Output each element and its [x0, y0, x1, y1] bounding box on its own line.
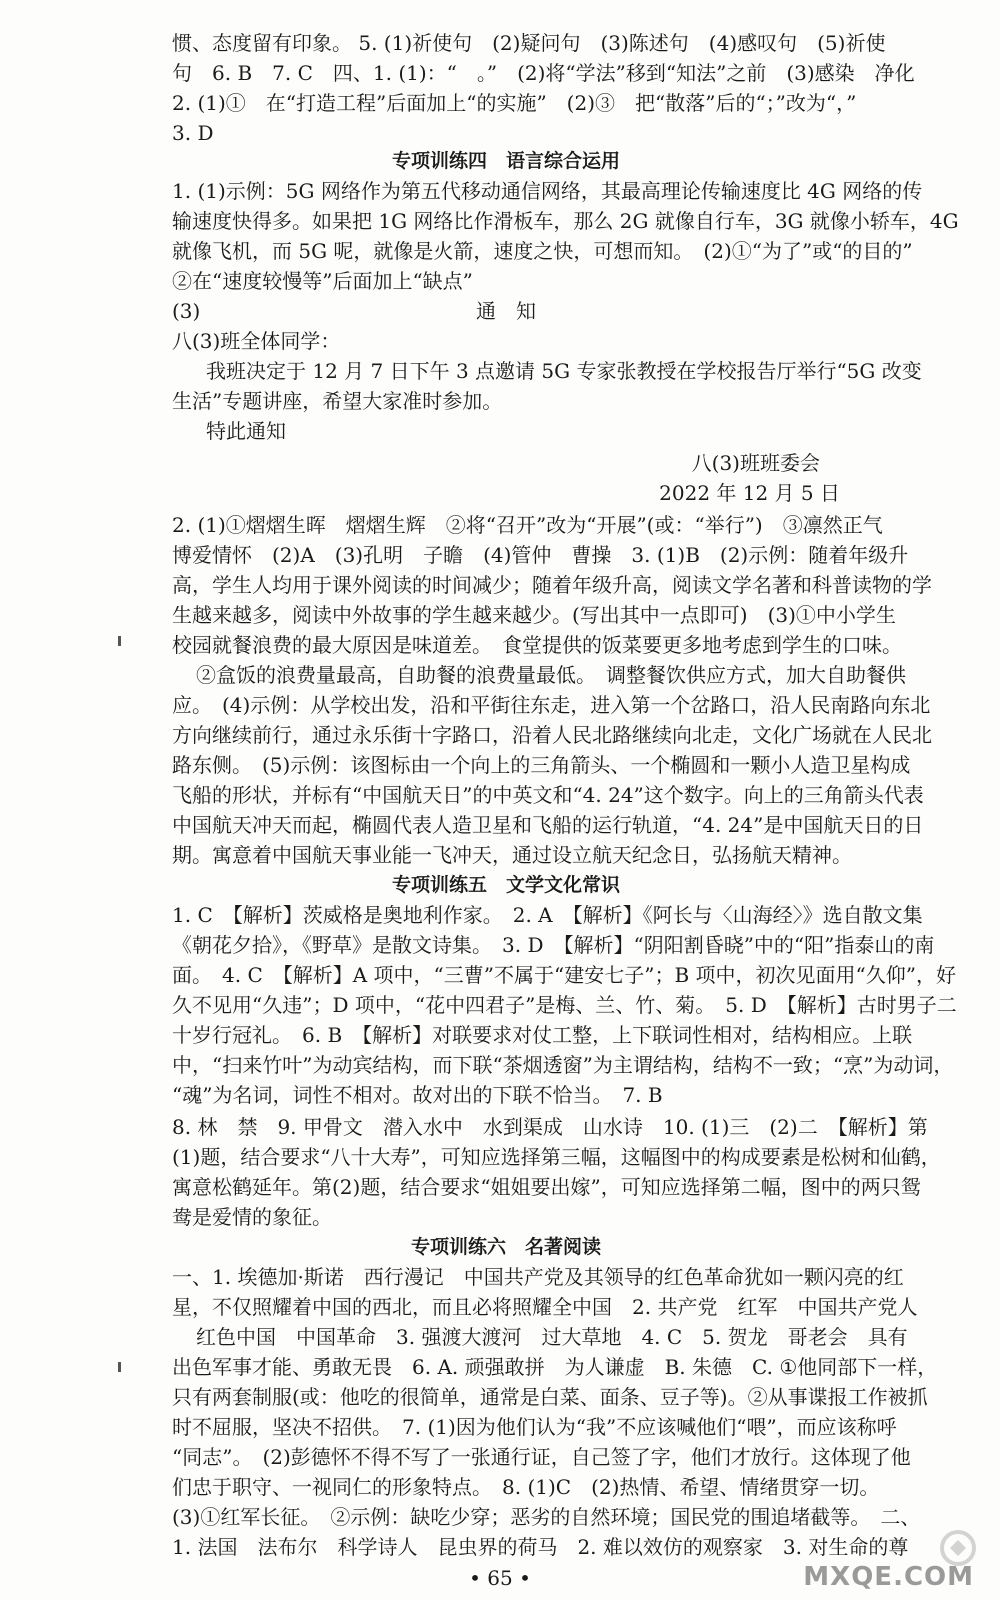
- text-line: 寓意松鹤延年。第(2)题，结合要求“姐姐要出嫁”，可知应选择第二幅，图中的两只鸳: [172, 1175, 921, 1199]
- text-line: 星，不仅照耀着中国的西北，而且必将照耀全中国 2. 共产党 红军 中国共产党人: [172, 1295, 918, 1319]
- margin-mark: [118, 636, 121, 646]
- text-line: ②盒饭的浪费量最高，自助餐的浪费量最低。 调整餐饮供应方式，加大自助餐供: [196, 663, 906, 687]
- text-line: 久不见用“久违”；D 项中，“花中四君子”是梅、兰、竹、菊。 5. D 【解析】古时男子二: [172, 993, 957, 1017]
- text-line: “同志”。 (2)彭德怀不得不写了一张通行证，自己签了字，他们才放行。这体现了他: [172, 1445, 911, 1469]
- text-line: 校园就餐浪费的最大原因是味道差。 食堂提供的饭菜要更多地考虑到学生的口味。: [172, 633, 902, 657]
- text-line: 只有两套制服(或：他吃的很简单，通常是白菜、面条、豆子等)。②从事谍报工作被抓: [172, 1385, 928, 1409]
- notice-date: 2022 年 12 月 5 日: [659, 481, 840, 505]
- text-line: “魂”为名词，词性不相对。故对出的下联不恰当。 7. B: [172, 1083, 663, 1107]
- text-line: 时不屈服，坚决不招供。 7. (1)因为他们认为“我”不应该喊他们“喂”，而应该称呼: [172, 1415, 897, 1439]
- text-line: ②在“速度较慢等”后面加上“缺点”: [172, 269, 473, 293]
- text-line: 飞船的形状，并标有“中国航天日”的中英文和“4. 24”这个数字。向上的三角箭头代表: [172, 783, 924, 807]
- text-line: (3)①红军长征。 ②示例：缺吃少穿；恶劣的自然环境；国民党的围追堵截等。 二、: [172, 1505, 921, 1529]
- text-line: 期。寓意着中国航天事业能一飞冲天，通过设立航天纪念日，弘扬航天精神。: [172, 843, 852, 867]
- notice-body: 我班决定于 12 月 7 日下午 3 点邀请 5G 专家张教授在学校报告厅举行“5G 改变: [206, 359, 922, 383]
- text-line: 生越来越多，阅读中外故事的学生越来越少。(写出其中一点即可) (3)①中小学生: [172, 603, 896, 627]
- text-line: 8. 林 禁 9. 甲骨文 潜入水中 水到渠成 山水诗 10. (1)三 (2)二 【解析】第: [172, 1115, 928, 1139]
- notice-salutation: 八(3)班全体同学：: [172, 329, 341, 353]
- text-line: 输速度快得多。如果把 1G 网络比作滑板车，那么 2G 就像自行车，3G 就像小轿车，4G: [172, 209, 959, 233]
- page-number: • 65 •: [469, 1566, 531, 1590]
- text-line: 1. C 【解析】茨威格是奥地利作家。 2. A 【解析】《阿长与〈山海经〉》选自散文集: [172, 903, 923, 927]
- notice-body: 生活”专题讲座，希望大家准时参加。: [172, 389, 503, 413]
- text-line: 应。 (4)示例：从学校出发，沿和平街往东走，进入第一个岔路口，沿人民南路向东北: [172, 693, 931, 717]
- text-line: 2. (1)① 在“打造工程”后面加上“的实施” (2)③ 把“散落”后的“；”改为“，”: [172, 91, 857, 115]
- text-line: 红色中国 中国革命 3. 强渡大渡河 过大草地 4. C 5. 贺龙 哥老会 具有: [196, 1325, 908, 1349]
- text-line: 句 6. B 7. C 四、1. (1)：“ 。” (2)将“学法”移到“知法”之前 (3)感染 净化: [172, 61, 915, 85]
- text-line: 惯、态度留有印象。 5. (1)祈使句 (2)疑问句 (3)陈述句 (4)感叹句 (5)祈使: [172, 31, 886, 55]
- text-line: 高，学生人均用于课外阅读的时间减少；随着年级升高，阅读文学名著和科普读物的学: [172, 573, 932, 597]
- text-line: 方向继续前行，通过永乐街十字路口，沿着人民北路继续向北走，文化广场就在人民北: [172, 723, 932, 747]
- text-line: 2. (1)①熠熠生晖 熠熠生辉 ②将“召开”改为“开展”(或：“举行”) ③凛然正气: [172, 513, 883, 537]
- section-heading: 专项训练六 名著阅读: [410, 1236, 601, 1258]
- text-line: 一、1. 埃德加·斯诺 西行漫记 中国共产党及其领导的红色革命犹如一颗闪亮的红: [172, 1265, 904, 1289]
- section-heading: 专项训练四 语言综合运用: [391, 150, 620, 172]
- text-line: 出色军事才能、勇敢无畏 6. A. 顽强敢拼 为人谦虚 B. 朱德 C. ①他同部下一样，: [172, 1355, 938, 1379]
- section-heading: 专项训练五 文学文化常识: [391, 874, 620, 896]
- text-line: 们忠于职守、一视同仁的形象特点。 8. (1)C (2)热情、希望、情绪贯穿一切。: [172, 1475, 880, 1499]
- notice-signature: 八(3)班班委会: [691, 451, 820, 475]
- text-line: (3): [172, 299, 201, 323]
- text-line: 就像飞机，而 5G 呢，就像是火箭，速度之快，可想而知。 (2)①“为了”或“的目的”: [172, 239, 913, 263]
- text-line: 《朝花夕拾》，《野草》是散文诗集。 3. D 【解析】“阴阳割昏晓”中的“阳”指泰山的南: [172, 933, 935, 957]
- margin-mark: [118, 1362, 121, 1372]
- text-line: 面。 4. C 【解析】A 项中，“三曹”不属于“建安七子”；B 项中，初次见面用“久仰”，好: [172, 963, 956, 987]
- watermark-text: MXQE.COM: [803, 1562, 974, 1592]
- text-line: (1)题，结合要求“八十大寿”，可知应选择第三幅，这幅图中的构成要素是松树和仙鹤，: [172, 1145, 941, 1169]
- text-line: 路东侧。 (5)示例：该图标由一个向上的三角箭头、一个椭圆和一颗小人造卫星构成: [172, 753, 911, 777]
- text-line: 中，“扫来竹叶”为动宾结构，而下联“茶烟透窗”为主谓结构，结构不一致；“烹”为动词，: [172, 1053, 954, 1077]
- notice-closing: 特此通知: [206, 419, 286, 443]
- text-line: 1. (1)示例：5G 网络作为第五代移动通信网络，其最高理论传输速度比 4G 网络的传: [172, 179, 923, 203]
- text-line: 中国航天冲天而起，椭圆代表人造卫星和飞船的运行轨道，“4. 24”是中国航天日的日: [172, 813, 924, 837]
- notice-title: 通 知: [476, 299, 536, 323]
- text-line: 3. D: [172, 121, 214, 145]
- text-line: 博爱情怀 (2)A (3)孔明 子瞻 (4)管仲 曹操 3. (1)B (2)示例：随着年级升: [172, 543, 909, 567]
- text-line: 1. 法国 法布尔 科学诗人 昆虫界的荷马 2. 难以效仿的观察家 3. 对生命的尊: [172, 1535, 909, 1559]
- text-line: 十岁行冠礼。 6. B 【解析】对联要求对仗工整，上下联词性相对，结构相应。上联: [172, 1023, 913, 1047]
- text-line: 鸯是爱情的象征。: [172, 1205, 332, 1229]
